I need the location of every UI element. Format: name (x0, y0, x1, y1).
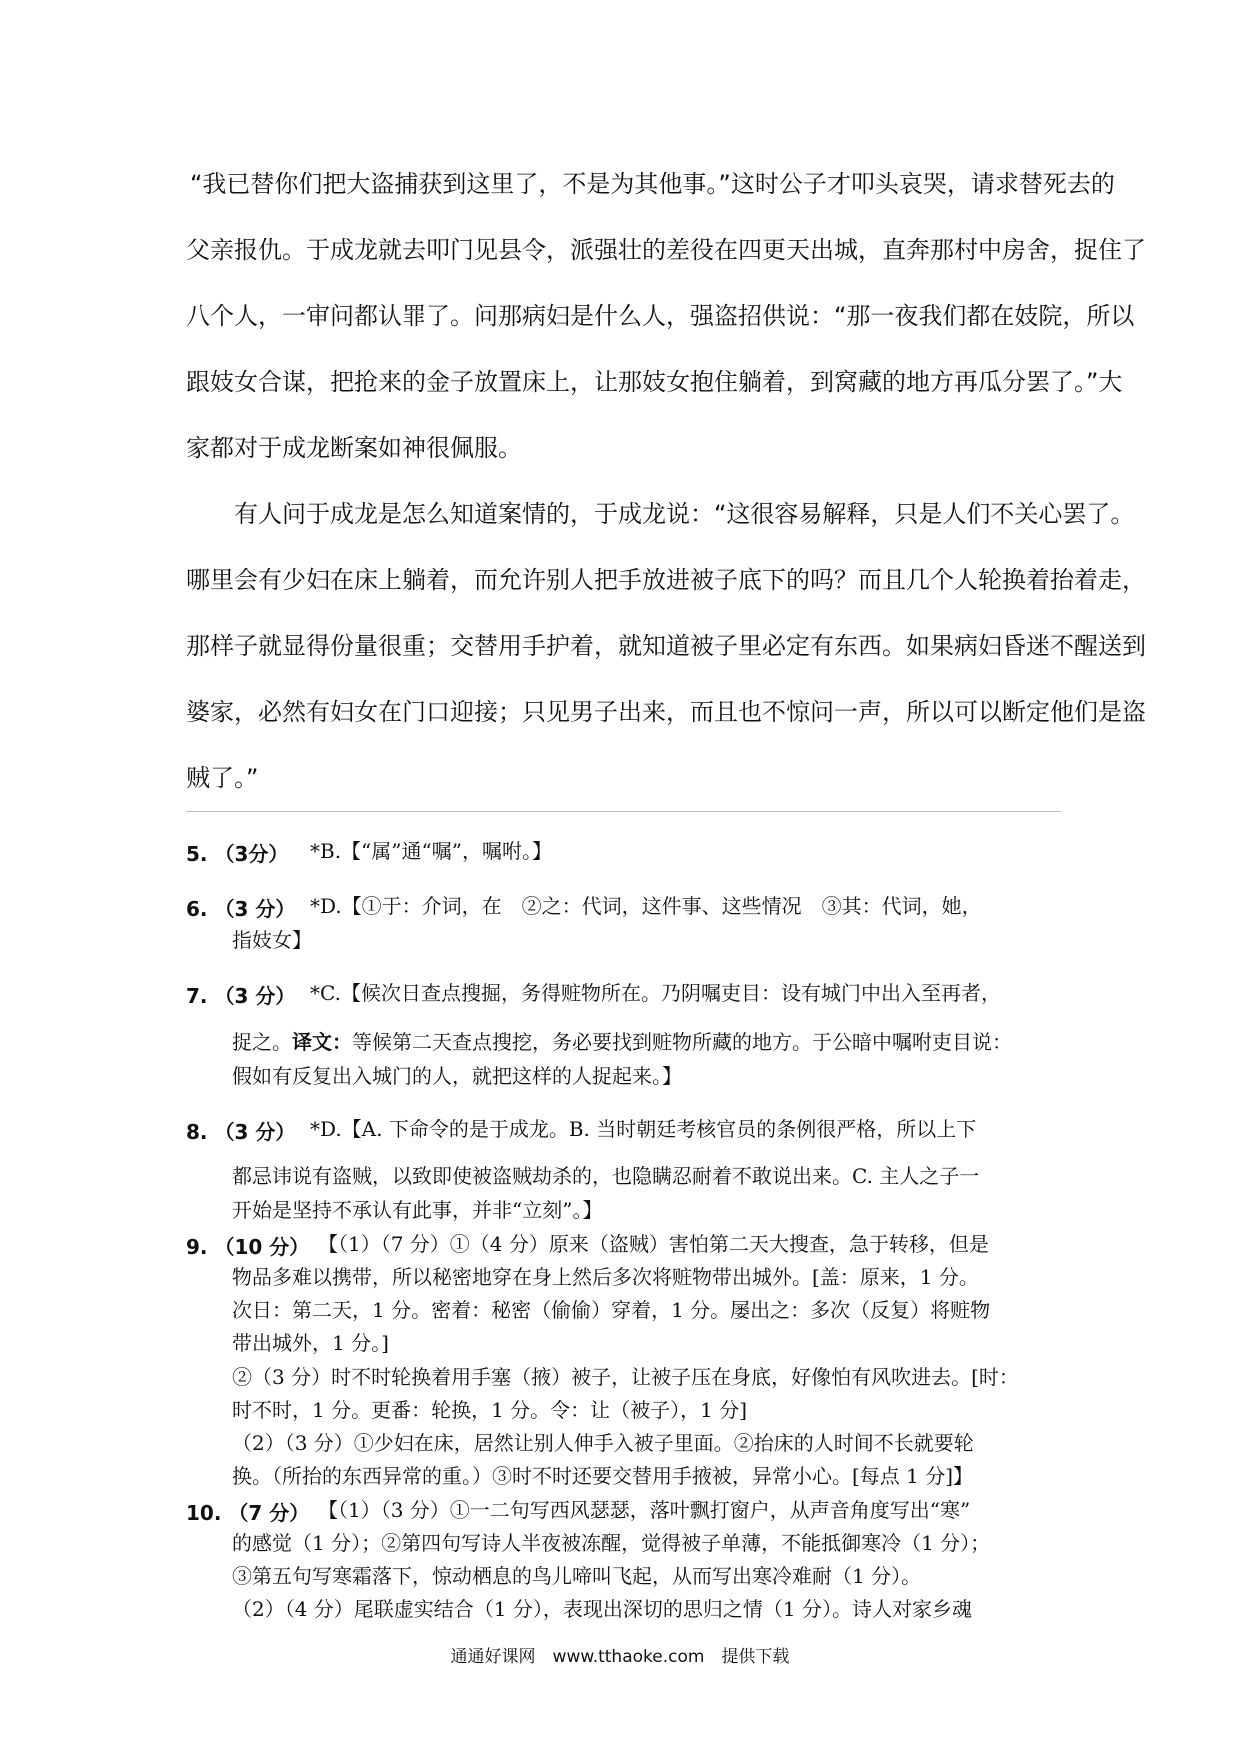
q5-answer: *B.【“属”通“嘱”，嘱咐。】 (310, 839, 552, 863)
question-number (186, 1231, 309, 1260)
q9-answer: ②（3 分）时不时轮换着用手塞（掖）被子，让被子压在身底，好像怕有风吹进去。[时： (232, 1365, 1019, 1389)
q7-answer: 假如有反复出入城门的人，就把这样的人捉起来。】 (232, 1064, 682, 1088)
q7-answer (232, 1029, 1012, 1055)
story-line: 八个人，一审问都认罪了。问那病妇是什么人，强盗招供说：“那一夜我们都在妓院，所以 (186, 302, 1135, 330)
q7-translation-label: 译文： (292, 1030, 352, 1054)
q8-answer: 都忌讳说有盗贼，以致即使被盗贼劫杀的，也隐瞒忍耐着不敢说出来。C. 主人之子一 (232, 1164, 980, 1188)
story-line: 那样子就显得份量很重；交替用手护着，就知道被子里必定有东西。如果病妇昏迷不醒送到 (186, 632, 1146, 660)
q5-number: 5. (186, 842, 208, 866)
q9-answer: 【（1）（7 分）①（4 分）原来（盗贼）害怕第二天大搜查，急于转移，但是 (318, 1232, 989, 1256)
q8-number: 8. (186, 1120, 208, 1144)
question-number (186, 980, 295, 1009)
story-line: “我已替你们把大盗捕获到这里了，不是为其他事。”这时公子才叩头哀哭，请求替死去的 (190, 170, 1115, 198)
story-line: 哪里会有少妇在床上躺着，而允许别人把手放进被子底下的吗？而且几个人轮换着抬着走， (186, 566, 1146, 594)
story-line: 家都对于成龙断案如神很佩服。 (186, 434, 522, 462)
q10-answer: 【（1）（3 分）①一二句写西风瑟瑟，落叶飘打窗户，从声音角度写出“寒” (318, 1498, 971, 1522)
q7-answer: *C.【候次日查点搜掘，务得赃物所在。乃阴嘱吏目：设有城门中出入至再者， (310, 981, 1001, 1005)
q9-answer: 时不时，1 分。更番：轮换，1 分。令：让（被子），1 分] (232, 1398, 748, 1422)
q6-points: （3 分） (214, 897, 296, 921)
q6-number: 6. (186, 897, 208, 921)
q6-answer: 指妓女】 (232, 928, 312, 952)
q10-answer: （2）（4 分）尾联虚实结合（1 分），表现出深切的思归之情（1 分）。诗人对家乡魂 (232, 1597, 972, 1621)
q5-points: （3分） (214, 842, 289, 866)
q8-answer: 开始是坚持不承认有此事，并非“立刻”。】 (232, 1198, 603, 1222)
question-number (186, 1497, 309, 1526)
q8-points: （3 分） (214, 1120, 296, 1144)
q9-answer: （2）（3 分）①少妇在床，居然让别人伸手入被子里面。②抬床的人时间不长就要轮 (232, 1431, 974, 1455)
q8-answer: *D.【A. 下命令的是于成龙。B. 当时朝廷考核官员的条例很严格，所以上下 (310, 1117, 977, 1141)
q9-answer: 带出城外，1 分。] (232, 1331, 389, 1355)
q7-answer-text: 捉之。 (232, 1030, 292, 1054)
q9-answer: 物品多难以携带，所以秘密地穿在身上然后多次将赃物带出城外。[盖：原来，1 分。 (232, 1265, 979, 1289)
q9-number: 9. (186, 1235, 208, 1259)
q7-answer-text: 等候第二天查点搜挖，务必要找到赃物所藏的地方。于公暗中嘱咐吏目说： (352, 1030, 1012, 1054)
section-divider (186, 811, 1061, 812)
story-line: 父亲报仇。于成龙就去叩门见县令，派强壮的差役在四更天出城，直奔那村中房舍，捉住了 (186, 236, 1146, 264)
question-number (186, 838, 288, 867)
q10-number: 10. (186, 1501, 222, 1525)
q9-answer: 次日：第二天，1 分。密着：秘密（偷偷）穿着，1 分。屡出之：多次（反复）将赃物 (232, 1298, 991, 1322)
story-line: 有人问于成龙是怎么知道案情的，于成龙说：“这很容易解释，只是人们不关心罢了。 (234, 500, 1135, 528)
question-number (186, 893, 295, 922)
q9-points: （10 分） (214, 1235, 310, 1259)
q7-points: （3 分） (214, 984, 296, 1008)
q10-answer: ③第五句写寒霜落下，惊动栖息的鸟儿啼叫飞起，从而写出寒冷难耐（1 分）。 (232, 1564, 922, 1588)
page-footer: 通通好课网 www.tthaoke.com 提供下载 (450, 1647, 790, 1667)
question-number (186, 1116, 295, 1145)
q9-answer: 换。（所抬的东西异常的重。）③时不时还要交替用手掖被，异常小心。[每点 1 分]】 (232, 1464, 974, 1488)
story-line: 贼了。” (186, 764, 259, 792)
q10-points: （7 分） (228, 1501, 310, 1525)
q7-number: 7. (186, 984, 208, 1008)
story-line: 跟妓女合谋，把抢来的金子放置床上，让那妓女抱住躺着，到窝藏的地方再瓜分罢了。”大 (186, 368, 1123, 396)
q10-answer: 的感觉（1 分）；②第四句写诗人半夜被冻醒，觉得被子单薄，不能抵御寒冷（1 分）； (232, 1531, 991, 1555)
q6-answer: *D.【①于：介词，在 ②之：代词，这件事、这些情况 ③其：代词，她， (310, 894, 982, 918)
story-line: 婆家，必然有妇女在门口迎接；只见男子出来，而且也不惊问一声，所以可以断定他们是盗 (186, 698, 1146, 726)
